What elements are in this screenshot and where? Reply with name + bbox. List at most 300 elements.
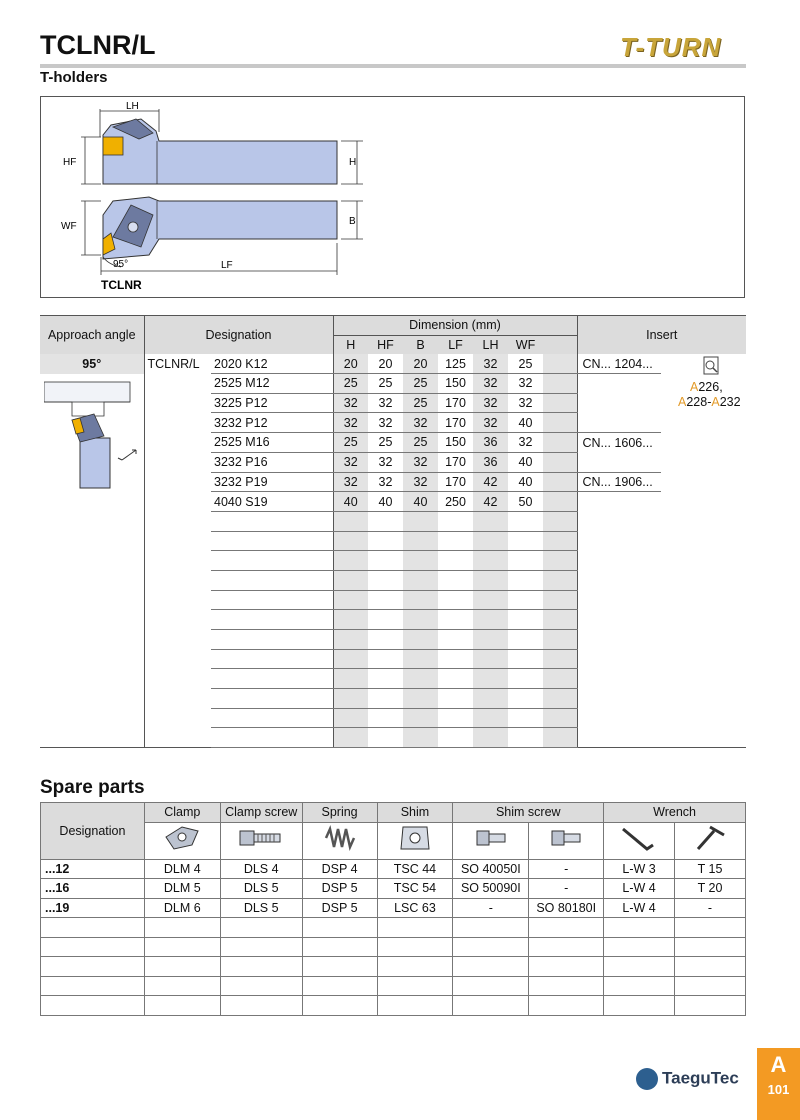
dim-cell [403, 669, 438, 689]
dim-cell [368, 728, 403, 748]
dim-value: 32 [403, 413, 438, 433]
spare-part-value: TSC 44 [377, 859, 453, 879]
dim-cell [473, 728, 508, 748]
spare-empty-cell [453, 957, 529, 977]
dim-value: 20 [403, 354, 438, 373]
approach-angle-diagram [44, 380, 144, 490]
brand-logo-icon [636, 1068, 658, 1090]
table-row [40, 511, 746, 531]
spare-part-value: T 15 [675, 859, 746, 879]
table-row [40, 669, 746, 689]
dim-value: 32 [333, 452, 368, 472]
insert-code: CN... 1906... [577, 472, 661, 492]
spare-part-value: LSC 63 [377, 898, 453, 918]
dim-value: 40 [508, 472, 543, 492]
section-tab [757, 1048, 800, 1120]
designation-code [211, 531, 333, 551]
dim-value: 150 [438, 374, 473, 394]
dim-cell [333, 669, 368, 689]
designation-prefix-cell [144, 551, 211, 571]
spare-designation [41, 937, 145, 957]
table-row [40, 452, 746, 472]
insert-ref-cell [661, 728, 746, 748]
insert-ref-cell [661, 630, 746, 650]
spare-empty-cell [529, 918, 604, 938]
spare-empty-cell [675, 976, 746, 996]
designation-prefix-cell [144, 433, 211, 453]
spare-part-value: DLM 5 [144, 879, 220, 899]
dim-cell [473, 590, 508, 610]
dim-cell [333, 511, 368, 531]
dim-cell [508, 689, 543, 709]
dim-value: 32 [473, 374, 508, 394]
spare-designation [41, 976, 145, 996]
dim-cell [543, 452, 577, 472]
insert-ref-line2: A228-A232 [678, 395, 741, 409]
dim-col-lh: LH [473, 335, 508, 354]
dim-cell [543, 649, 577, 669]
spare-designation: ...12 [41, 859, 145, 879]
dim-value: 25 [333, 374, 368, 394]
spare-designation [41, 996, 145, 1016]
spare-header-shim: Shim [377, 803, 453, 823]
insert-code: CN... 1204... [577, 354, 661, 373]
insert-cell [577, 452, 661, 472]
insert-ref-cell [661, 492, 746, 512]
dim-cell [543, 511, 577, 531]
spare-row [41, 898, 746, 918]
dim-value: 32 [368, 472, 403, 492]
section-letter: A [770, 1052, 787, 1077]
designation-code [211, 511, 333, 531]
header-dimension: Dimension (mm) [333, 316, 577, 336]
page-subtitle: T-holders [40, 69, 108, 86]
wf-label: WF [61, 221, 77, 232]
dim-value: 32 [403, 472, 438, 492]
spare-empty-cell [529, 937, 604, 957]
dim-value: 25 [403, 393, 438, 413]
spare-designation [41, 918, 145, 938]
dim-cell [333, 610, 368, 630]
b-label: B [349, 216, 356, 227]
designation-prefix-cell [144, 570, 211, 590]
designation-prefix-cell [144, 610, 211, 630]
insert-cell [577, 413, 661, 433]
insert-ref-cell [661, 649, 746, 669]
dim-cell [438, 590, 473, 610]
dim-cell [438, 630, 473, 650]
dim-value: 20 [333, 354, 368, 373]
dim-value: 40 [508, 413, 543, 433]
dim-col-h: H [333, 335, 368, 354]
dim-cell [473, 570, 508, 590]
dim-col-lf: LF [438, 335, 473, 354]
dim-cell [508, 649, 543, 669]
spare-part-value: TSC 54 [377, 879, 453, 899]
dim-value: 50 [508, 492, 543, 512]
designation-prefix-cell [144, 413, 211, 433]
dim-value: 32 [333, 413, 368, 433]
dim-cell [543, 492, 577, 512]
spare-empty-cell [302, 937, 377, 957]
dim-cell [543, 433, 577, 453]
dim-cell [543, 531, 577, 551]
designation-code [211, 551, 333, 571]
dim-cell [473, 649, 508, 669]
dim-value: 25 [508, 354, 543, 373]
spare-row [41, 937, 746, 957]
dim-cell [403, 708, 438, 728]
spare-part-value: DLS 5 [220, 898, 302, 918]
dim-col-wf: WF [508, 335, 543, 354]
dim-cell [403, 649, 438, 669]
dim-cell [438, 570, 473, 590]
dim-cell [333, 531, 368, 551]
spare-part-value: DSP 5 [302, 879, 377, 899]
dim-cell [473, 689, 508, 709]
spare-parts-title: Spare parts [40, 777, 145, 798]
spare-empty-cell [144, 996, 220, 1016]
dim-value: 36 [473, 452, 508, 472]
insert-ref-cell [661, 590, 746, 610]
dim-cell [543, 708, 577, 728]
spare-empty-cell [529, 957, 604, 977]
dim-cell [508, 590, 543, 610]
dim-cell [368, 511, 403, 531]
dim-cell [543, 472, 577, 492]
spare-part-value: - [529, 859, 604, 879]
designation-code [211, 689, 333, 709]
spare-empty-cell [604, 976, 675, 996]
shim-screw-icon-2 [529, 822, 604, 859]
designation-code: 2020 K12 [211, 354, 333, 373]
spare-part-value: T 20 [675, 879, 746, 899]
dim-value: 32 [403, 452, 438, 472]
spare-designation: ...19 [41, 898, 145, 918]
dim-cell [508, 511, 543, 531]
dim-cell [543, 630, 577, 650]
designation-prefix-cell [144, 531, 211, 551]
dim-value: 32 [368, 452, 403, 472]
spare-part-value: L-W 3 [604, 859, 675, 879]
dim-cell [508, 728, 543, 748]
table-row [40, 630, 746, 650]
holder-dimension-table [40, 315, 746, 748]
spare-empty-cell [675, 937, 746, 957]
table-row [40, 492, 746, 512]
dim-value: 40 [508, 452, 543, 472]
insert-ref-cell [661, 669, 746, 689]
dim-cell [473, 610, 508, 630]
designation-prefix-cell [144, 649, 211, 669]
dim-cell [438, 531, 473, 551]
holder-drawing-svg [41, 97, 744, 297]
designation-prefix-cell [144, 511, 211, 531]
table-row [40, 649, 746, 669]
header-approach-angle: Approach angle [40, 316, 144, 355]
spare-part-value: SO 80180I [529, 898, 604, 918]
dim-col-spare [543, 335, 577, 354]
spare-part-value: L-W 4 [604, 879, 675, 899]
designation-code: 3232 P19 [211, 472, 333, 492]
dim-cell [403, 531, 438, 551]
spare-row [41, 976, 746, 996]
dim-value: 25 [333, 433, 368, 453]
insert-ref-cell [661, 689, 746, 709]
dim-cell [473, 669, 508, 689]
dim-value: 32 [368, 393, 403, 413]
dim-value: 32 [508, 433, 543, 453]
spare-part-value: L-W 4 [604, 898, 675, 918]
designation-code: 2525 M12 [211, 374, 333, 394]
spare-empty-cell [529, 976, 604, 996]
table-row [40, 610, 746, 630]
table-row [40, 413, 746, 433]
dim-cell [508, 669, 543, 689]
spare-empty-cell [675, 918, 746, 938]
dim-value: 250 [438, 492, 473, 512]
designation-code: 3232 P12 [211, 413, 333, 433]
spare-empty-cell [302, 957, 377, 977]
drawing-name: TCLNR [101, 278, 142, 292]
dim-cell [438, 551, 473, 571]
designation-code [211, 728, 333, 748]
dim-cell [508, 531, 543, 551]
dim-value: 36 [473, 433, 508, 453]
spare-designation [41, 957, 145, 977]
page-number: 101 [767, 1082, 790, 1097]
designation-code [211, 570, 333, 590]
insert-code: CN... 1606... [582, 435, 653, 450]
designation-prefix-cell [144, 630, 211, 650]
lh-label: LH [126, 101, 139, 112]
spare-part-value: SO 40050I [453, 859, 529, 879]
lf-label: LF [221, 260, 233, 271]
designation-code: 3232 P16 [211, 452, 333, 472]
shim-screw-icon-1 [453, 822, 529, 859]
dim-value: 170 [438, 393, 473, 413]
dim-value: 32 [508, 374, 543, 394]
dim-cell [438, 610, 473, 630]
dim-value: 25 [403, 433, 438, 453]
dim-cell [403, 630, 438, 650]
dim-cell [368, 630, 403, 650]
spare-empty-cell [377, 937, 453, 957]
dim-cell [438, 511, 473, 531]
dim-cell [368, 551, 403, 571]
dim-cell [543, 689, 577, 709]
dim-cell [403, 570, 438, 590]
dim-value: 25 [368, 374, 403, 394]
dim-cell [403, 728, 438, 748]
spare-header-clamp: Clamp [144, 803, 220, 823]
insert-ref-cell [661, 531, 746, 551]
insert-ref-cell [661, 551, 746, 571]
dim-cell [333, 708, 368, 728]
spare-header-designation: Designation [41, 803, 145, 860]
insert-cell [577, 669, 661, 689]
dim-cell [473, 531, 508, 551]
table-row [40, 551, 746, 571]
table-row [40, 590, 746, 610]
insert-reference-icon [702, 356, 720, 376]
page-title: TCLNR/L [40, 30, 156, 60]
spare-header-wrench: Wrench [604, 803, 746, 823]
dim-cell [438, 649, 473, 669]
dim-value: 40 [333, 492, 368, 512]
insert-cell [577, 590, 661, 610]
spare-empty-cell [453, 918, 529, 938]
dim-cell [368, 590, 403, 610]
dim-cell [333, 689, 368, 709]
dim-value: 32 [473, 413, 508, 433]
table-row [40, 472, 746, 492]
spare-row [41, 996, 746, 1016]
spare-row [41, 957, 746, 977]
dim-cell [473, 630, 508, 650]
dim-cell [508, 630, 543, 650]
insert-ref-line1: A226, [690, 380, 723, 394]
table-row [40, 393, 746, 413]
table-row [40, 689, 746, 709]
spare-empty-cell [377, 996, 453, 1016]
spare-header-spring: Spring [302, 803, 377, 823]
spare-empty-cell [377, 976, 453, 996]
spare-empty-cell [220, 937, 302, 957]
h-label: H [349, 157, 357, 168]
insert-ref-cell [661, 472, 746, 492]
designation-prefix-cell [144, 472, 211, 492]
insert-cell [577, 374, 661, 394]
dim-cell [403, 610, 438, 630]
dim-cell [543, 570, 577, 590]
spare-empty-cell [220, 918, 302, 938]
spare-row [41, 859, 746, 879]
insert-ref-cell [661, 610, 746, 630]
insert-cell [577, 393, 661, 413]
designation-prefix-cell [144, 728, 211, 748]
spare-empty-cell [604, 937, 675, 957]
insert-ref-cell [661, 511, 746, 531]
spare-row [41, 918, 746, 938]
dim-value: 25 [403, 374, 438, 394]
spare-part-value: - [453, 898, 529, 918]
spare-empty-cell [377, 918, 453, 938]
designation-prefix-cell [144, 393, 211, 413]
dim-cell [333, 630, 368, 650]
l-wrench-icon [604, 822, 675, 859]
designation-prefix-cell [144, 708, 211, 728]
insert-cell [577, 630, 661, 650]
spare-part-value: DLM 6 [144, 898, 220, 918]
dim-value: 32 [508, 393, 543, 413]
brand-name: TaeguTec [636, 1068, 739, 1090]
spare-empty-cell [220, 996, 302, 1016]
spare-row [41, 879, 746, 899]
insert-cell [577, 649, 661, 669]
spare-designation: ...16 [41, 879, 145, 899]
insert-cell [577, 511, 661, 531]
designation-code [211, 669, 333, 689]
designation-code: 4040 S19 [211, 492, 333, 512]
designation-prefix: TCLNR/L [147, 356, 200, 371]
dim-value: 32 [473, 354, 508, 373]
dim-cell [438, 708, 473, 728]
spare-empty-cell [453, 996, 529, 1016]
insert-cell [577, 531, 661, 551]
dim-cell [368, 708, 403, 728]
spare-empty-cell [604, 957, 675, 977]
dim-cell [543, 669, 577, 689]
designation-prefix-cell [144, 492, 211, 512]
spare-empty-cell [377, 957, 453, 977]
dim-cell [333, 551, 368, 571]
spare-empty-cell [220, 957, 302, 977]
spare-empty-cell [604, 996, 675, 1016]
dim-cell [543, 551, 577, 571]
dim-cell [368, 649, 403, 669]
dim-cell [438, 689, 473, 709]
dim-value: 32 [368, 413, 403, 433]
insert-ref-cell [661, 570, 746, 590]
spare-part-value: DSP 4 [302, 859, 377, 879]
dim-value: 40 [368, 492, 403, 512]
spare-empty-cell [675, 996, 746, 1016]
table-row [40, 433, 746, 453]
insert-cell [577, 551, 661, 571]
insert-ref-cell [661, 708, 746, 728]
dim-cell [508, 610, 543, 630]
dim-value: 20 [368, 354, 403, 373]
dim-cell [368, 531, 403, 551]
insert-cell [577, 689, 661, 709]
header-designation: Designation [144, 316, 333, 355]
t-wrench-icon [675, 822, 746, 859]
dim-cell [508, 551, 543, 571]
dim-value: 170 [438, 472, 473, 492]
spare-empty-cell [144, 957, 220, 977]
insert-cell [577, 708, 661, 728]
dim-cell [368, 610, 403, 630]
dim-cell [333, 728, 368, 748]
table-row [40, 728, 746, 748]
spare-part-value: - [675, 898, 746, 918]
table-row [40, 374, 746, 394]
shim-icon [377, 822, 453, 859]
hf-label: HF [63, 157, 77, 168]
holder-drawing [40, 96, 745, 298]
dim-cell [543, 590, 577, 610]
dim-cell [438, 728, 473, 748]
spare-part-value: - [529, 879, 604, 899]
designation-code [211, 590, 333, 610]
spare-header-shim-screw: Shim screw [453, 803, 604, 823]
dim-value: 42 [473, 472, 508, 492]
insert-ref-cell [661, 433, 746, 453]
spare-part-value: DLS 4 [220, 859, 302, 879]
spare-empty-cell [529, 996, 604, 1016]
spare-part-value: DSP 5 [302, 898, 377, 918]
spare-part-value: DLM 4 [144, 859, 220, 879]
dim-cell [333, 649, 368, 669]
dim-cell [543, 374, 577, 394]
designation-prefix-cell [144, 452, 211, 472]
insert-cell [577, 570, 661, 590]
dim-value: 125 [438, 354, 473, 373]
dim-value: 150 [438, 433, 473, 453]
designation-code: 3225 P12 [211, 393, 333, 413]
designation-code: 2525 M16 [211, 433, 333, 453]
